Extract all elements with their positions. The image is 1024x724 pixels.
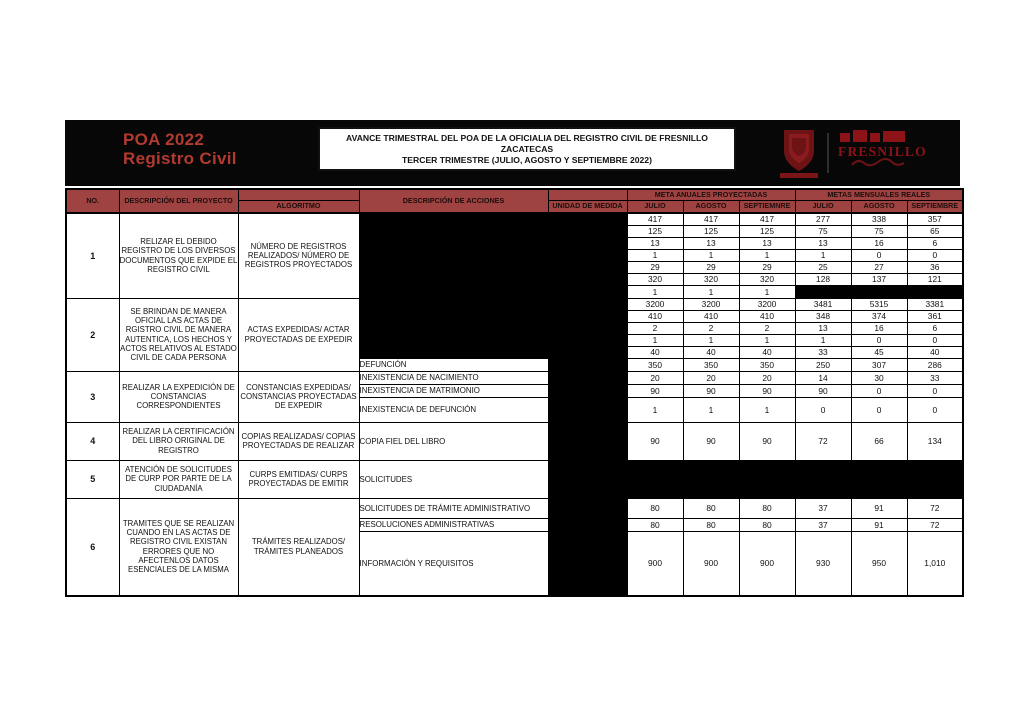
- meta-value: 3200: [683, 298, 739, 310]
- real-value: 0: [851, 384, 907, 397]
- real-value: 72: [907, 518, 963, 531]
- real-value: 16: [851, 322, 907, 334]
- meta-value: 80: [739, 518, 795, 531]
- meta-value: 1: [739, 249, 795, 261]
- project-number: 4: [66, 422, 119, 460]
- meta-value: 2: [739, 322, 795, 334]
- col-header-real-julio: JULIO: [795, 200, 851, 213]
- meta-value: 350: [683, 358, 739, 371]
- real-value: 3481: [795, 298, 851, 310]
- real-value: 0: [907, 249, 963, 261]
- project-number: 2: [66, 298, 119, 371]
- meta-value: 410: [627, 310, 683, 322]
- redacted-unit-cell: [548, 273, 627, 285]
- meta-value: 90: [739, 384, 795, 397]
- real-value: 0: [907, 384, 963, 397]
- poa-title-line1: POA 2022: [123, 130, 205, 149]
- project-number: 6: [66, 498, 119, 596]
- real-value: 72: [795, 422, 851, 460]
- real-value: 0: [795, 397, 851, 422]
- meta-value: 80: [683, 518, 739, 531]
- real-value: 286: [907, 358, 963, 371]
- real-value: 90: [795, 384, 851, 397]
- real-value: 0: [851, 397, 907, 422]
- meta-value: 90: [739, 422, 795, 460]
- empty-header-cell: [238, 189, 359, 200]
- meta-value: 90: [627, 384, 683, 397]
- real-value: 16: [851, 237, 907, 249]
- col-group-real: METAS MENSUALES REALES: [795, 189, 963, 200]
- real-value: 0: [851, 249, 907, 261]
- redacted-unit-cell: [548, 334, 627, 346]
- meta-value: 3200: [739, 298, 795, 310]
- meta-value: 90: [683, 384, 739, 397]
- redacted-action-cell: [359, 334, 548, 346]
- redacted-action-cell: [359, 237, 548, 249]
- real-value: 66: [851, 422, 907, 460]
- empty-header-cell: [548, 189, 627, 200]
- real-value: 307: [851, 358, 907, 371]
- col-header-actions: DESCRIPCIÓN DE ACCIONES: [359, 189, 548, 213]
- real-value: 338: [851, 213, 907, 225]
- redacted-unit-cell: [548, 371, 627, 384]
- fresnillo-crest-logo: [768, 127, 938, 179]
- table-row: [66, 422, 963, 460]
- redacted-unit-cell: [548, 384, 627, 397]
- action-label: INEXISTENCIA DE MATRIMONIO: [359, 384, 548, 397]
- action-label: INFORMACIÓN Y REQUISITOS: [359, 531, 548, 596]
- real-value: 357: [907, 213, 963, 225]
- col-header-unit: UNIDAD DE MEDIDA: [548, 200, 627, 213]
- meta-value: 410: [739, 310, 795, 322]
- project-algorithm: COPIAS REALIZADAS/ COPIAS PROYECTADAS DE REALIZAR: [238, 422, 359, 460]
- table-body: [66, 213, 963, 596]
- real-value: 91: [851, 498, 907, 518]
- action-label: RESOLUCIONES ADMINISTRATIVAS: [359, 518, 548, 531]
- redacted-unit-cell: [548, 498, 627, 518]
- redacted-unit-cell: [548, 346, 627, 358]
- action-label: INEXISTENCIA DE DEFUNCIÓN: [359, 397, 548, 422]
- table-row: [66, 213, 963, 225]
- meta-value: 417: [683, 213, 739, 225]
- real-value: 72: [907, 498, 963, 518]
- meta-value: 320: [683, 273, 739, 285]
- meta-value: 417: [739, 213, 795, 225]
- real-value: 1,010: [907, 531, 963, 596]
- meta-value: 13: [683, 237, 739, 249]
- real-value: 121: [907, 273, 963, 285]
- redacted-unit-cell: [548, 460, 627, 498]
- meta-value: 900: [627, 531, 683, 596]
- meta-value: 13: [739, 237, 795, 249]
- project-number: 3: [66, 371, 119, 422]
- project-description: SE BRINDAN DE MANERA OFICIAL LAS ACTAS DE RGISTRO CIVIL DE MANERA AUTENTICA, LOS HECHOS Y ACTOS RELATIVOS AL ESTADO CIVIL DE CADA PERSONA: [119, 298, 238, 371]
- col-header-meta-septiembre: SEPTIEMNRE: [739, 200, 795, 213]
- real-value: 137: [851, 273, 907, 285]
- redacted-unit-cell: [548, 322, 627, 334]
- redacted-action-cell: [359, 310, 548, 322]
- meta-value: 20: [627, 371, 683, 384]
- real-value: 348: [795, 310, 851, 322]
- project-description: REALIZAR LA EXPEDICIÓN DE CONSTANCIAS CORRESPONDIENTES: [119, 371, 238, 422]
- col-header-algorithm: ALGORITMO: [238, 200, 359, 213]
- redacted-unit-cell: [548, 422, 627, 460]
- meta-value: 40: [627, 346, 683, 358]
- project-number: 5: [66, 460, 119, 498]
- col-header-project: DESCRIPCIÓN DEL PROYECTO: [119, 189, 238, 213]
- real-value: 33: [795, 346, 851, 358]
- real-value: 250: [795, 358, 851, 371]
- meta-value: 900: [683, 531, 739, 596]
- meta-value: 90: [683, 422, 739, 460]
- project-algorithm: NÚMERO DE REGISTROS REALIZADOS/ NÚMERO DE REGISTROS PROYECTADOS: [238, 213, 359, 298]
- action-label: SOLICITUDES DE TRÁMITE ADMINISTRATIVO: [359, 498, 548, 518]
- redacted-meta-cells: [627, 460, 795, 498]
- redacted-unit-cell: [548, 310, 627, 322]
- redacted-unit-cell: [548, 213, 627, 225]
- real-value: 13: [795, 322, 851, 334]
- redacted-unit-cell: [548, 397, 627, 422]
- real-value: 40: [907, 346, 963, 358]
- report-title-line1: AVANCE TRIMESTRAL DEL POA DE LA OFICIALIA DEL REGISTRO CIVIL DE FRESNILLO ZACATECAS: [346, 132, 708, 154]
- table-row: [66, 460, 963, 498]
- real-value: 45: [851, 346, 907, 358]
- meta-value: 13: [627, 237, 683, 249]
- meta-value: 417: [627, 213, 683, 225]
- real-value: 91: [851, 518, 907, 531]
- meta-value: 410: [683, 310, 739, 322]
- meta-value: 29: [627, 261, 683, 273]
- real-value: 75: [851, 225, 907, 237]
- redacted-action-cell: [359, 322, 548, 334]
- real-value: 13: [795, 237, 851, 249]
- redacted-unit-cell: [548, 298, 627, 310]
- meta-value: 1: [683, 334, 739, 346]
- meta-value: 1: [627, 249, 683, 261]
- real-value: 5315: [851, 298, 907, 310]
- meta-value: 125: [739, 225, 795, 237]
- real-value: 930: [795, 531, 851, 596]
- report-title-box: [318, 127, 736, 171]
- project-description: RELIZAR EL DEBIDO REGISTRO DE LOS DIVERSOS DOCUMENTOS QUE EXPIDE EL REGISTRO CIVIL: [119, 213, 238, 298]
- meta-value: 40: [683, 346, 739, 358]
- real-value: 65: [907, 225, 963, 237]
- meta-value: 1: [739, 397, 795, 422]
- meta-value: 320: [739, 273, 795, 285]
- real-value: 1: [795, 249, 851, 261]
- meta-value: 3200: [627, 298, 683, 310]
- redacted-unit-cell: [548, 358, 627, 371]
- meta-value: 1: [627, 285, 683, 298]
- real-value: 950: [851, 531, 907, 596]
- real-value: 14: [795, 371, 851, 384]
- meta-value: 320: [627, 273, 683, 285]
- poa-title-line2: Registro Civil: [123, 149, 237, 168]
- action-label: INEXISTENCIA DE NACIMIENTO: [359, 371, 548, 384]
- meta-value: 1: [683, 397, 739, 422]
- redacted-action-cell: [359, 225, 548, 237]
- redacted-action-cell: [359, 285, 548, 298]
- redacted-action-cell: [359, 273, 548, 285]
- project-algorithm: CURPS EMITIDAS/ CURPS PROYECTADAS DE EMITIR: [238, 460, 359, 498]
- project-algorithm: ACTAS EXPEDIDAS/ ACTAR PROYECTADAS DE EXPEDIR: [238, 298, 359, 371]
- poa-table: [65, 188, 964, 597]
- real-value: 0: [907, 397, 963, 422]
- real-value: 3381: [907, 298, 963, 310]
- table-row: [66, 498, 963, 518]
- real-value: 25: [795, 261, 851, 273]
- header-banner: [65, 120, 960, 186]
- redacted-action-cell: [359, 261, 548, 273]
- meta-value: 80: [627, 518, 683, 531]
- redacted-real-cells: [795, 460, 963, 498]
- project-algorithm: CONSTANCIAS EXPEDIDAS/ CONSTANCIAS PROYECTADAS DE EXPEDIR: [238, 371, 359, 422]
- meta-value: 20: [683, 371, 739, 384]
- real-value: 374: [851, 310, 907, 322]
- meta-value: 1: [739, 285, 795, 298]
- meta-value: 29: [739, 261, 795, 273]
- table-row: [66, 371, 963, 384]
- meta-value: 80: [683, 498, 739, 518]
- action-label: SOLICITUDES: [359, 460, 548, 498]
- col-group-meta: META ANUALES PROYECTADAS: [627, 189, 795, 200]
- project-description: ATENCIÓN DE SOLICITUDES DE CURP POR PARTE DE LA CIUDADANÍA: [119, 460, 238, 498]
- real-value: 6: [907, 322, 963, 334]
- crest-shield-icon: [780, 130, 818, 178]
- redacted-action-cell: [359, 249, 548, 261]
- fresnillo-logo-text: FRESNILLO: [838, 144, 927, 159]
- real-value: 361: [907, 310, 963, 322]
- report-title-line2: TERCER TRIMESTRE (JULIO, AGOSTO Y SEPTIEMBRE 2022): [402, 154, 652, 165]
- col-header-real-agosto: AGOSTO: [851, 200, 907, 213]
- col-header-real-septiembre: SEPTIEMBRE: [907, 200, 963, 213]
- meta-value: 1: [739, 334, 795, 346]
- redacted-unit-cell: [548, 225, 627, 237]
- redacted-unit-cell: [548, 249, 627, 261]
- real-value: 1: [795, 334, 851, 346]
- meta-value: 1: [683, 285, 739, 298]
- real-value: 37: [795, 518, 851, 531]
- logo-group: [768, 127, 938, 179]
- action-label: DEFUNCIÓN: [359, 358, 548, 371]
- project-number: 1: [66, 213, 119, 298]
- redacted-unit-cell: [548, 531, 627, 596]
- redacted-unit-cell: [548, 285, 627, 298]
- redacted-real-cells: [795, 285, 963, 298]
- redacted-action-cell: [359, 213, 548, 225]
- meta-value: 1: [627, 397, 683, 422]
- meta-value: 20: [739, 371, 795, 384]
- project-description: REALIZAR LA CERTIFICACIÓN DEL LIBRO ORIGINAL DE REGISTRO: [119, 422, 238, 460]
- meta-value: 40: [739, 346, 795, 358]
- meta-value: 90: [627, 422, 683, 460]
- meta-value: 2: [627, 322, 683, 334]
- logo-script-tagline: [852, 159, 904, 165]
- col-header-meta-agosto: AGOSTO: [683, 200, 739, 213]
- meta-value: 80: [739, 498, 795, 518]
- redacted-action-cell: [359, 346, 548, 358]
- table-header: [66, 189, 963, 213]
- meta-value: 1: [683, 249, 739, 261]
- meta-value: 2: [683, 322, 739, 334]
- fresnillo-wordmark-icon: [838, 130, 927, 165]
- project-algorithm: TRÁMITES REALIZADOS/ TRÁMITES PLANEADOS: [238, 498, 359, 596]
- real-value: 0: [851, 334, 907, 346]
- redacted-unit-cell: [548, 261, 627, 273]
- redacted-unit-cell: [548, 518, 627, 531]
- col-header-no: NO.: [66, 189, 119, 213]
- meta-value: 1: [627, 334, 683, 346]
- action-label: COPIA FIEL DEL LIBRO: [359, 422, 548, 460]
- meta-value: 125: [627, 225, 683, 237]
- real-value: 33: [907, 371, 963, 384]
- col-header-meta-julio: JULIO: [627, 200, 683, 213]
- real-value: 75: [795, 225, 851, 237]
- meta-value: 125: [683, 225, 739, 237]
- real-value: 134: [907, 422, 963, 460]
- redacted-unit-cell: [548, 237, 627, 249]
- meta-value: 29: [683, 261, 739, 273]
- poa-title: [123, 130, 237, 168]
- real-value: 128: [795, 273, 851, 285]
- real-value: 6: [907, 237, 963, 249]
- real-value: 30: [851, 371, 907, 384]
- redacted-action-cell: [359, 298, 548, 310]
- real-value: 37: [795, 498, 851, 518]
- project-description: TRAMITES QUE SE REALIZAN CUANDO EN LAS ACTAS DE REGISTRO CIVIL EXISTAN ERRORES QUE NO AFECTENLOS DATOS ESENCIALES DE LA MISMA: [119, 498, 238, 596]
- real-value: 36: [907, 261, 963, 273]
- table-row: [66, 298, 963, 310]
- meta-value: 900: [739, 531, 795, 596]
- real-value: 0: [907, 334, 963, 346]
- meta-value: 80: [627, 498, 683, 518]
- meta-value: 350: [627, 358, 683, 371]
- real-value: 277: [795, 213, 851, 225]
- real-value: 27: [851, 261, 907, 273]
- meta-value: 350: [739, 358, 795, 371]
